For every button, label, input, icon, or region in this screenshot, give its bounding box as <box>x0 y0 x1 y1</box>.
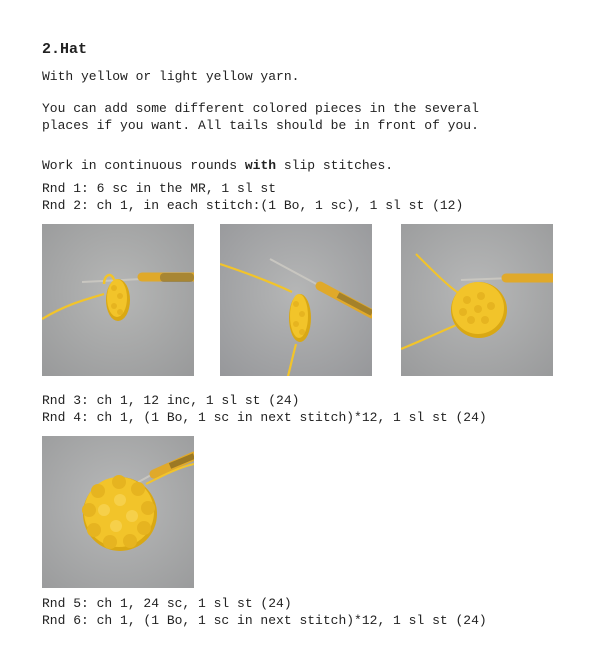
pieces-note-line-2: places if you want. All tails should be in front of you. <box>42 118 479 133</box>
photo-round-2-complete-image <box>401 224 553 376</box>
photo-round-2-complete <box>401 224 553 376</box>
round-3: Rnd 3: ch 1, 12 inc, 1 sl st (24) <box>42 393 300 408</box>
work-note <box>42 158 393 174</box>
photo-round-1-start-image <box>42 224 194 376</box>
work-note-after: slip stitches. <box>276 158 394 173</box>
round-2: Rnd 2: ch 1, in each stitch:(1 Bo, 1 sc), 1 sl st (12) <box>42 198 464 213</box>
photo-round-4-complete-image <box>42 436 194 588</box>
round-5: Rnd 5: ch 1, 24 sc, 1 sl st (24) <box>42 596 292 611</box>
work-note-before: Work in continuous rounds <box>42 158 245 173</box>
round-1: Rnd 1: 6 sc in the MR, 1 sl st <box>42 181 277 196</box>
pieces-note-line-1: You can add some different colored pieces in the several <box>42 101 479 116</box>
yarn-note: With yellow or light yellow yarn. <box>42 69 300 84</box>
round-6: Rnd 6: ch 1, (1 Bo, 1 sc in next stitch)*12, 1 sl st (24) <box>42 613 487 628</box>
round-4: Rnd 4: ch 1, (1 Bo, 1 sc in next stitch)*12, 1 sl st (24) <box>42 410 487 425</box>
photo-round-1-progress <box>220 224 372 376</box>
work-note-bold: with <box>244 158 277 173</box>
photo-round-1-start <box>42 224 194 376</box>
photo-round-1-progress-image <box>220 224 372 376</box>
section-heading: 2.Hat <box>42 41 88 58</box>
photo-round-4-complete <box>42 436 194 588</box>
